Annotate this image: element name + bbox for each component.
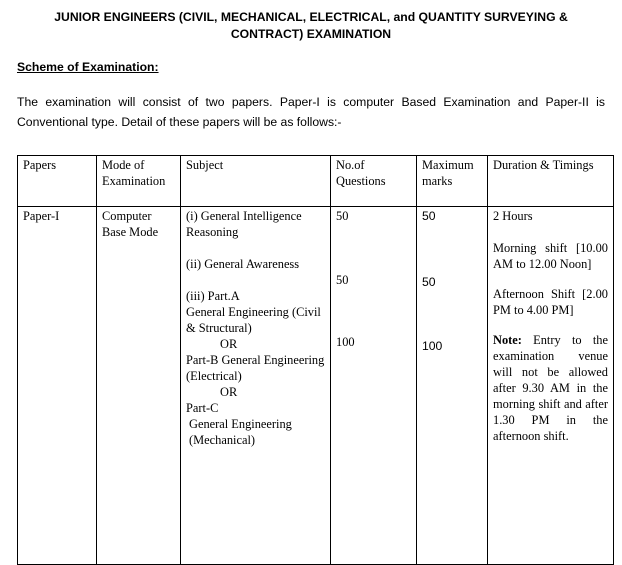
- marks-2: 50: [422, 275, 436, 290]
- morning-shift: Morning shift [10.00 AM to 12.00 Noon]: [493, 241, 608, 272]
- subject-part-b: Part-B General Engineering (Electrical): [186, 353, 325, 384]
- marks-1: 50: [422, 209, 436, 224]
- subject-iii-part-a-desc: General Engineering (Civil & Structural): [186, 305, 321, 336]
- header-subject: Subject: [181, 156, 331, 207]
- title-line-2: CONTRACT) EXAMINATION: [230, 27, 392, 41]
- table-row: [18, 207, 614, 565]
- header-duration: Duration & Timings: [488, 156, 614, 207]
- page-title: [0, 9, 622, 43]
- afternoon-shift: Afternoon Shift [2.00 PM to 4.00 PM]: [493, 287, 608, 318]
- questions-2: 50: [336, 273, 349, 288]
- subject-iii-part-a: (iii) Part.A: [186, 289, 240, 304]
- scheme-heading: Scheme of Examination:: [17, 60, 159, 74]
- intro-paragraph: The examination will consist of two papers. Paper-I is computer Based Examination and Paper-II is Conventional type. Detail of these papers will be as follows:-: [17, 95, 605, 129]
- cell-paper: Paper-I: [18, 207, 97, 565]
- subject-part-c-desc: General Engineering (Mechanical): [189, 417, 292, 448]
- entry-note: [493, 332, 608, 444]
- marks-3: 100: [422, 339, 443, 354]
- subject-i: (i) General Intelligence Reasoning: [186, 209, 302, 240]
- note-text: Entry to the examination venue will not be allowed after 9.30 AM in the morning shift and after 1.30 PM in the afternoon shift.: [493, 333, 608, 444]
- table-header-row: [18, 156, 614, 207]
- note-label: Note:: [493, 333, 522, 348]
- cell-subject: [181, 207, 331, 565]
- duration-total: 2 Hours: [493, 209, 533, 224]
- subject-part-c: Part-C: [186, 401, 219, 416]
- or-label-1: OR: [220, 337, 238, 352]
- questions-1: 50: [336, 209, 349, 224]
- cell-duration: [488, 207, 614, 565]
- exam-scheme-table: [17, 155, 614, 565]
- header-mode: Mode of Examination: [97, 156, 181, 207]
- questions-3: 100: [336, 335, 355, 350]
- header-questions: No.of Questions: [331, 156, 417, 207]
- subject-ii: (ii) General Awareness: [186, 257, 300, 272]
- cell-questions: [331, 207, 417, 565]
- cell-marks: [417, 207, 488, 565]
- header-papers: Papers: [18, 156, 97, 207]
- or-label-2: OR: [220, 385, 238, 400]
- cell-mode: Computer Base Mode: [97, 207, 181, 565]
- header-marks: Maximum marks: [417, 156, 488, 207]
- title-line-1: JUNIOR ENGINEERS (CIVIL, MECHANICAL, ELECTRICAL, and QUANTITY SURVEYING &: [54, 10, 568, 24]
